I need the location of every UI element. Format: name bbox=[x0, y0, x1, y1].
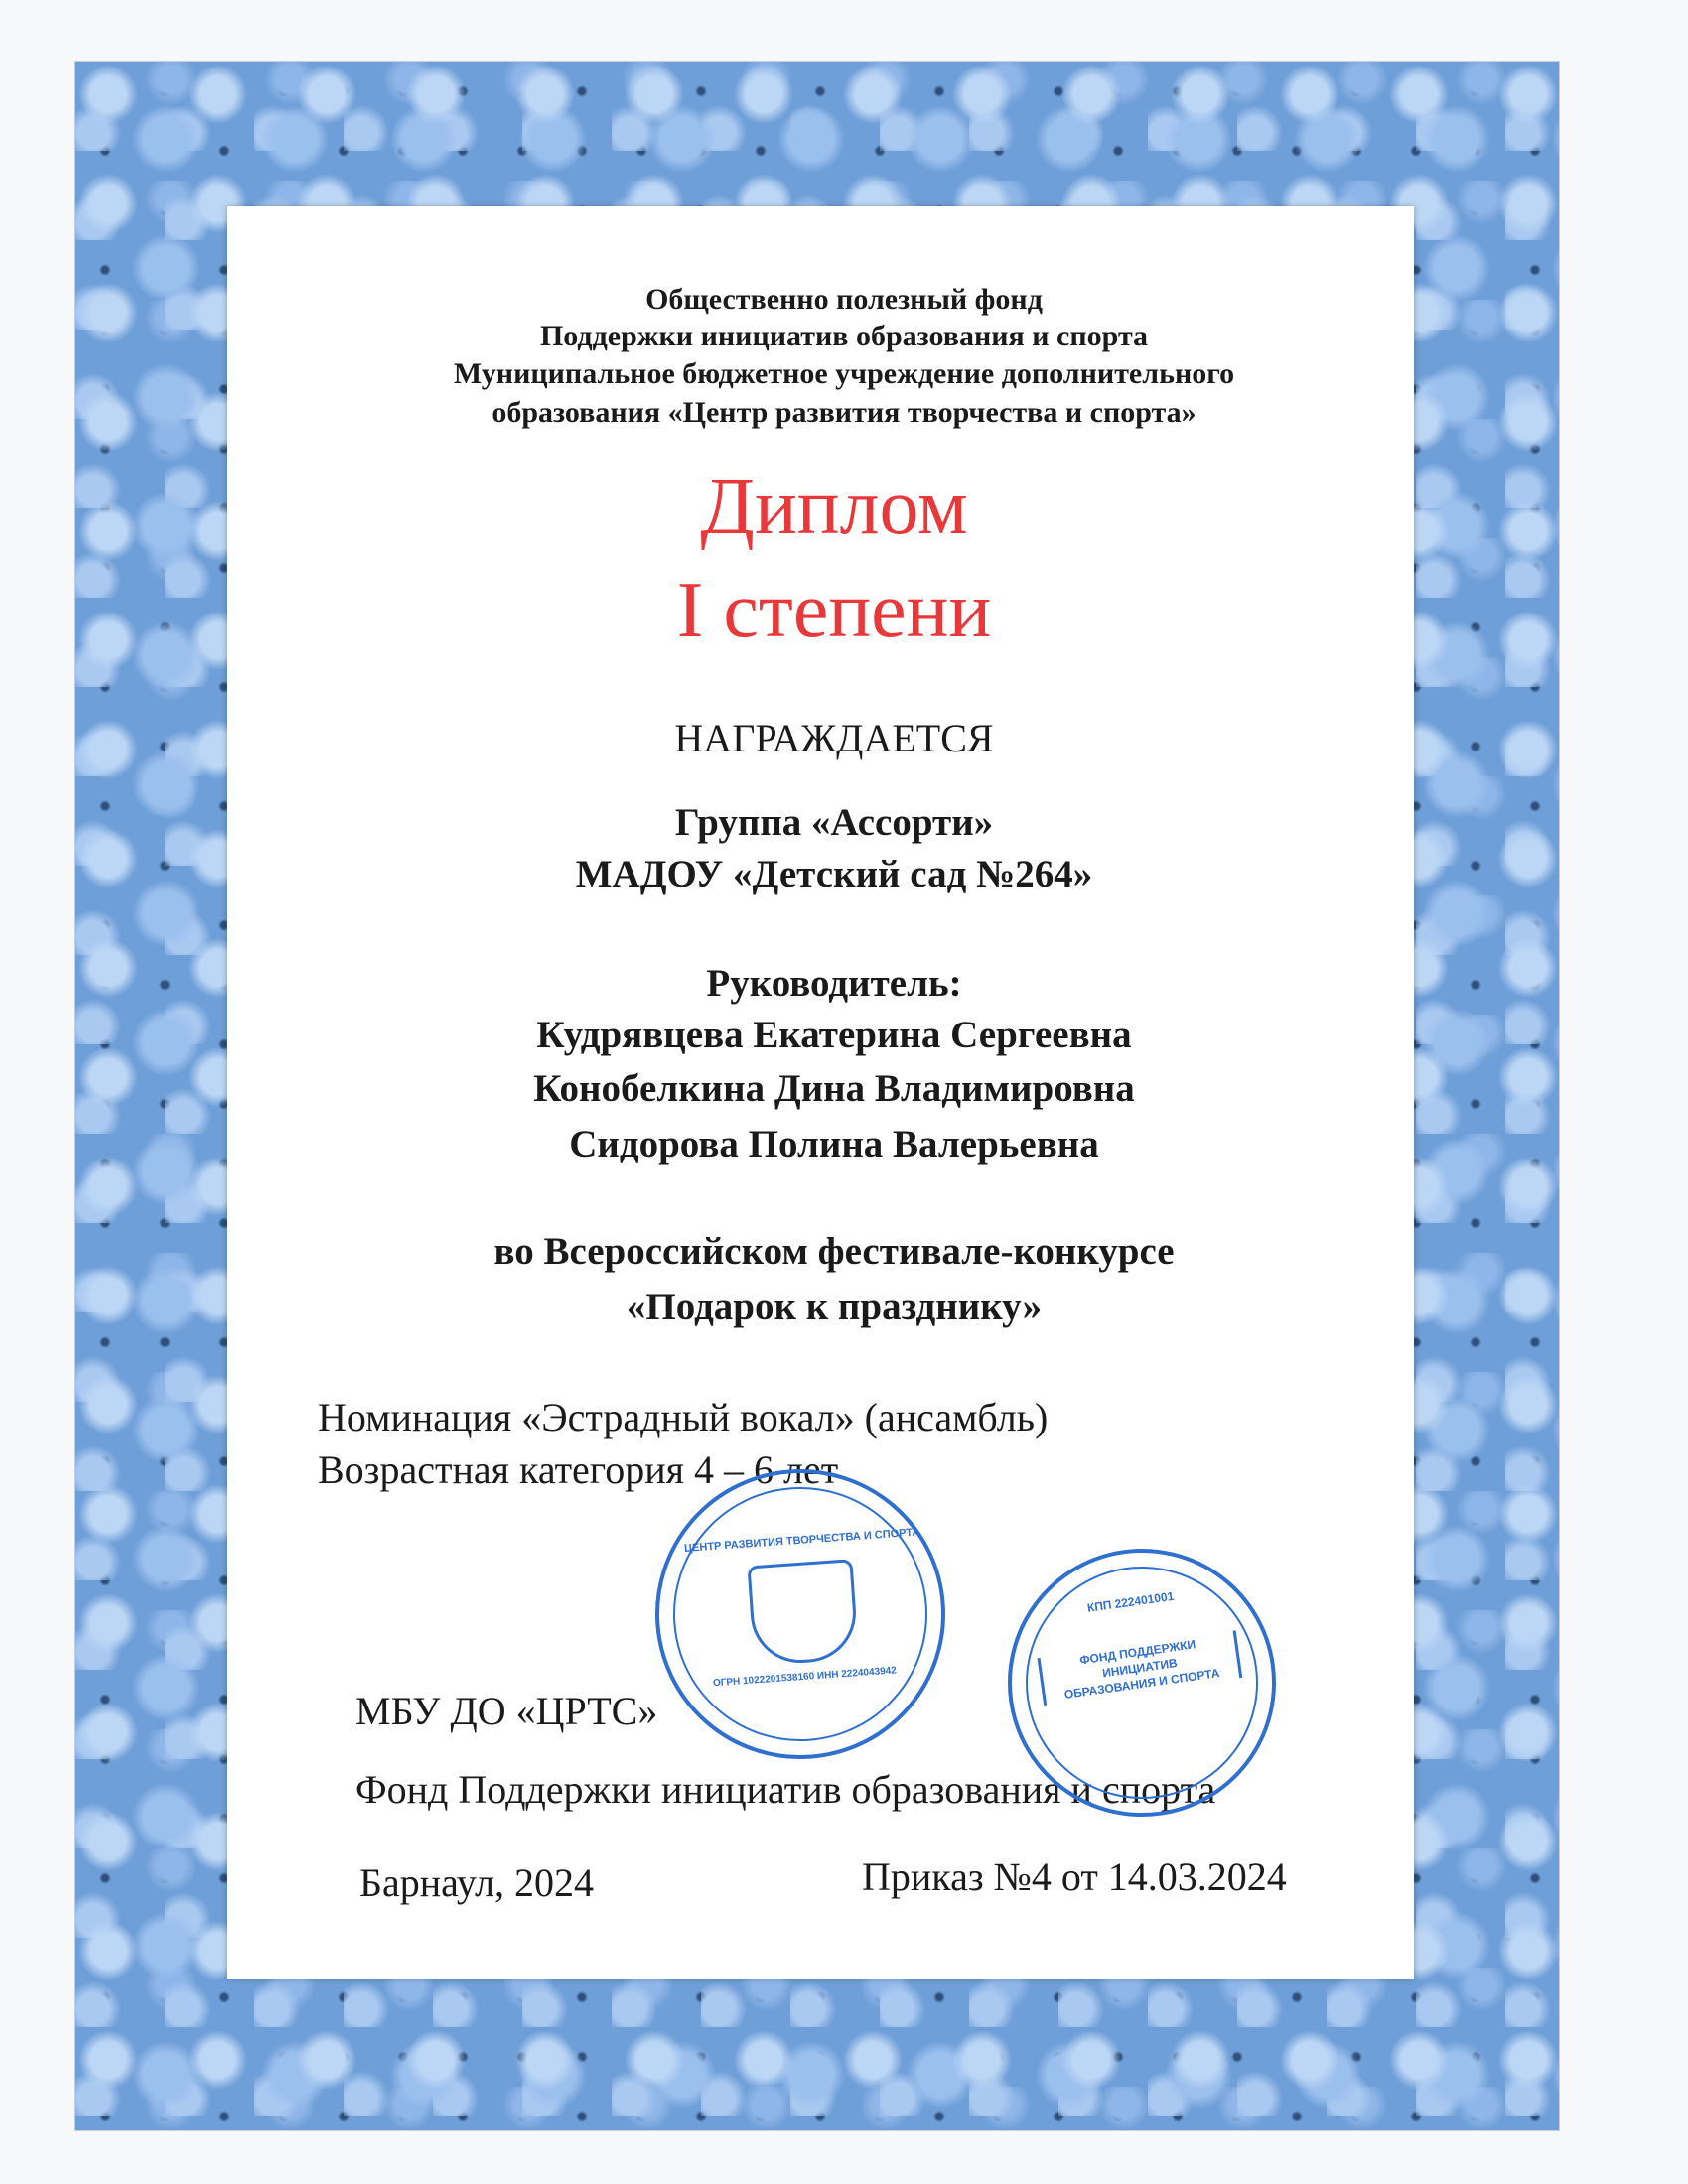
stamp-id: ОГРН 1022201538160 ИНН 2224043942 bbox=[712, 1665, 898, 1690]
signatory: Фонд Поддержки инициатив образования и спорта bbox=[355, 1767, 1216, 1812]
stamp-id: КПП 222401001 bbox=[1086, 1588, 1176, 1615]
awarded-label: НАГРАЖДАЕТСЯ bbox=[674, 716, 994, 760]
leader-name: Кудрявцева Екатерина Сергеевна bbox=[536, 1014, 1132, 1056]
diploma-title: Диплом bbox=[700, 464, 968, 551]
header-line: Поддержки инициатив образования и спорта bbox=[539, 320, 1149, 352]
order-number: Приказ №4 от 14.03.2024 bbox=[862, 1854, 1287, 1899]
header-line: Муниципальное бюджетное учреждение дополнительного bbox=[453, 357, 1235, 390]
diploma-degree: I степени bbox=[676, 567, 992, 654]
header-line: Общественно полезный фонд bbox=[645, 283, 1043, 316]
nomination: Номинация «Эстрадный вокал» (ансамбль) bbox=[318, 1395, 1049, 1439]
contest-line: во Всероссийском фестивале-конкурсе bbox=[493, 1230, 1175, 1273]
stamp-text: ЦЕНТР РАЗВИТИЯ ТВОРЧЕСТВА И СПОРТА bbox=[683, 1526, 920, 1555]
city-year: Барнаул, 2024 bbox=[359, 1860, 595, 1905]
header-line: образования «Центр развития творчества и спорта» bbox=[492, 396, 1196, 429]
age-category: Возрастная категория 4 – 6 лет bbox=[318, 1447, 839, 1492]
signatory: МБУ ДО «ЦРТС» bbox=[355, 1689, 658, 1733]
contest-name: «Подарок к празднику» bbox=[626, 1286, 1043, 1328]
recipient-org: МАДОУ «Детский сад №264» bbox=[575, 853, 1093, 895]
leader-name: Сидорова Полина Валерьевна bbox=[569, 1123, 1099, 1165]
leader-name: Конобелкина Дина Владимировна bbox=[533, 1067, 1135, 1110]
stamp-text: ФОНД ПОДДЕРЖКИ ИНИЦИАТИВ ОБРАЗОВАНИЯ И СПОРТА bbox=[1038, 1630, 1243, 1706]
recipient-group: Группа «Ассорти» bbox=[674, 801, 994, 844]
leaders-label: Руководитель: bbox=[706, 962, 962, 1005]
